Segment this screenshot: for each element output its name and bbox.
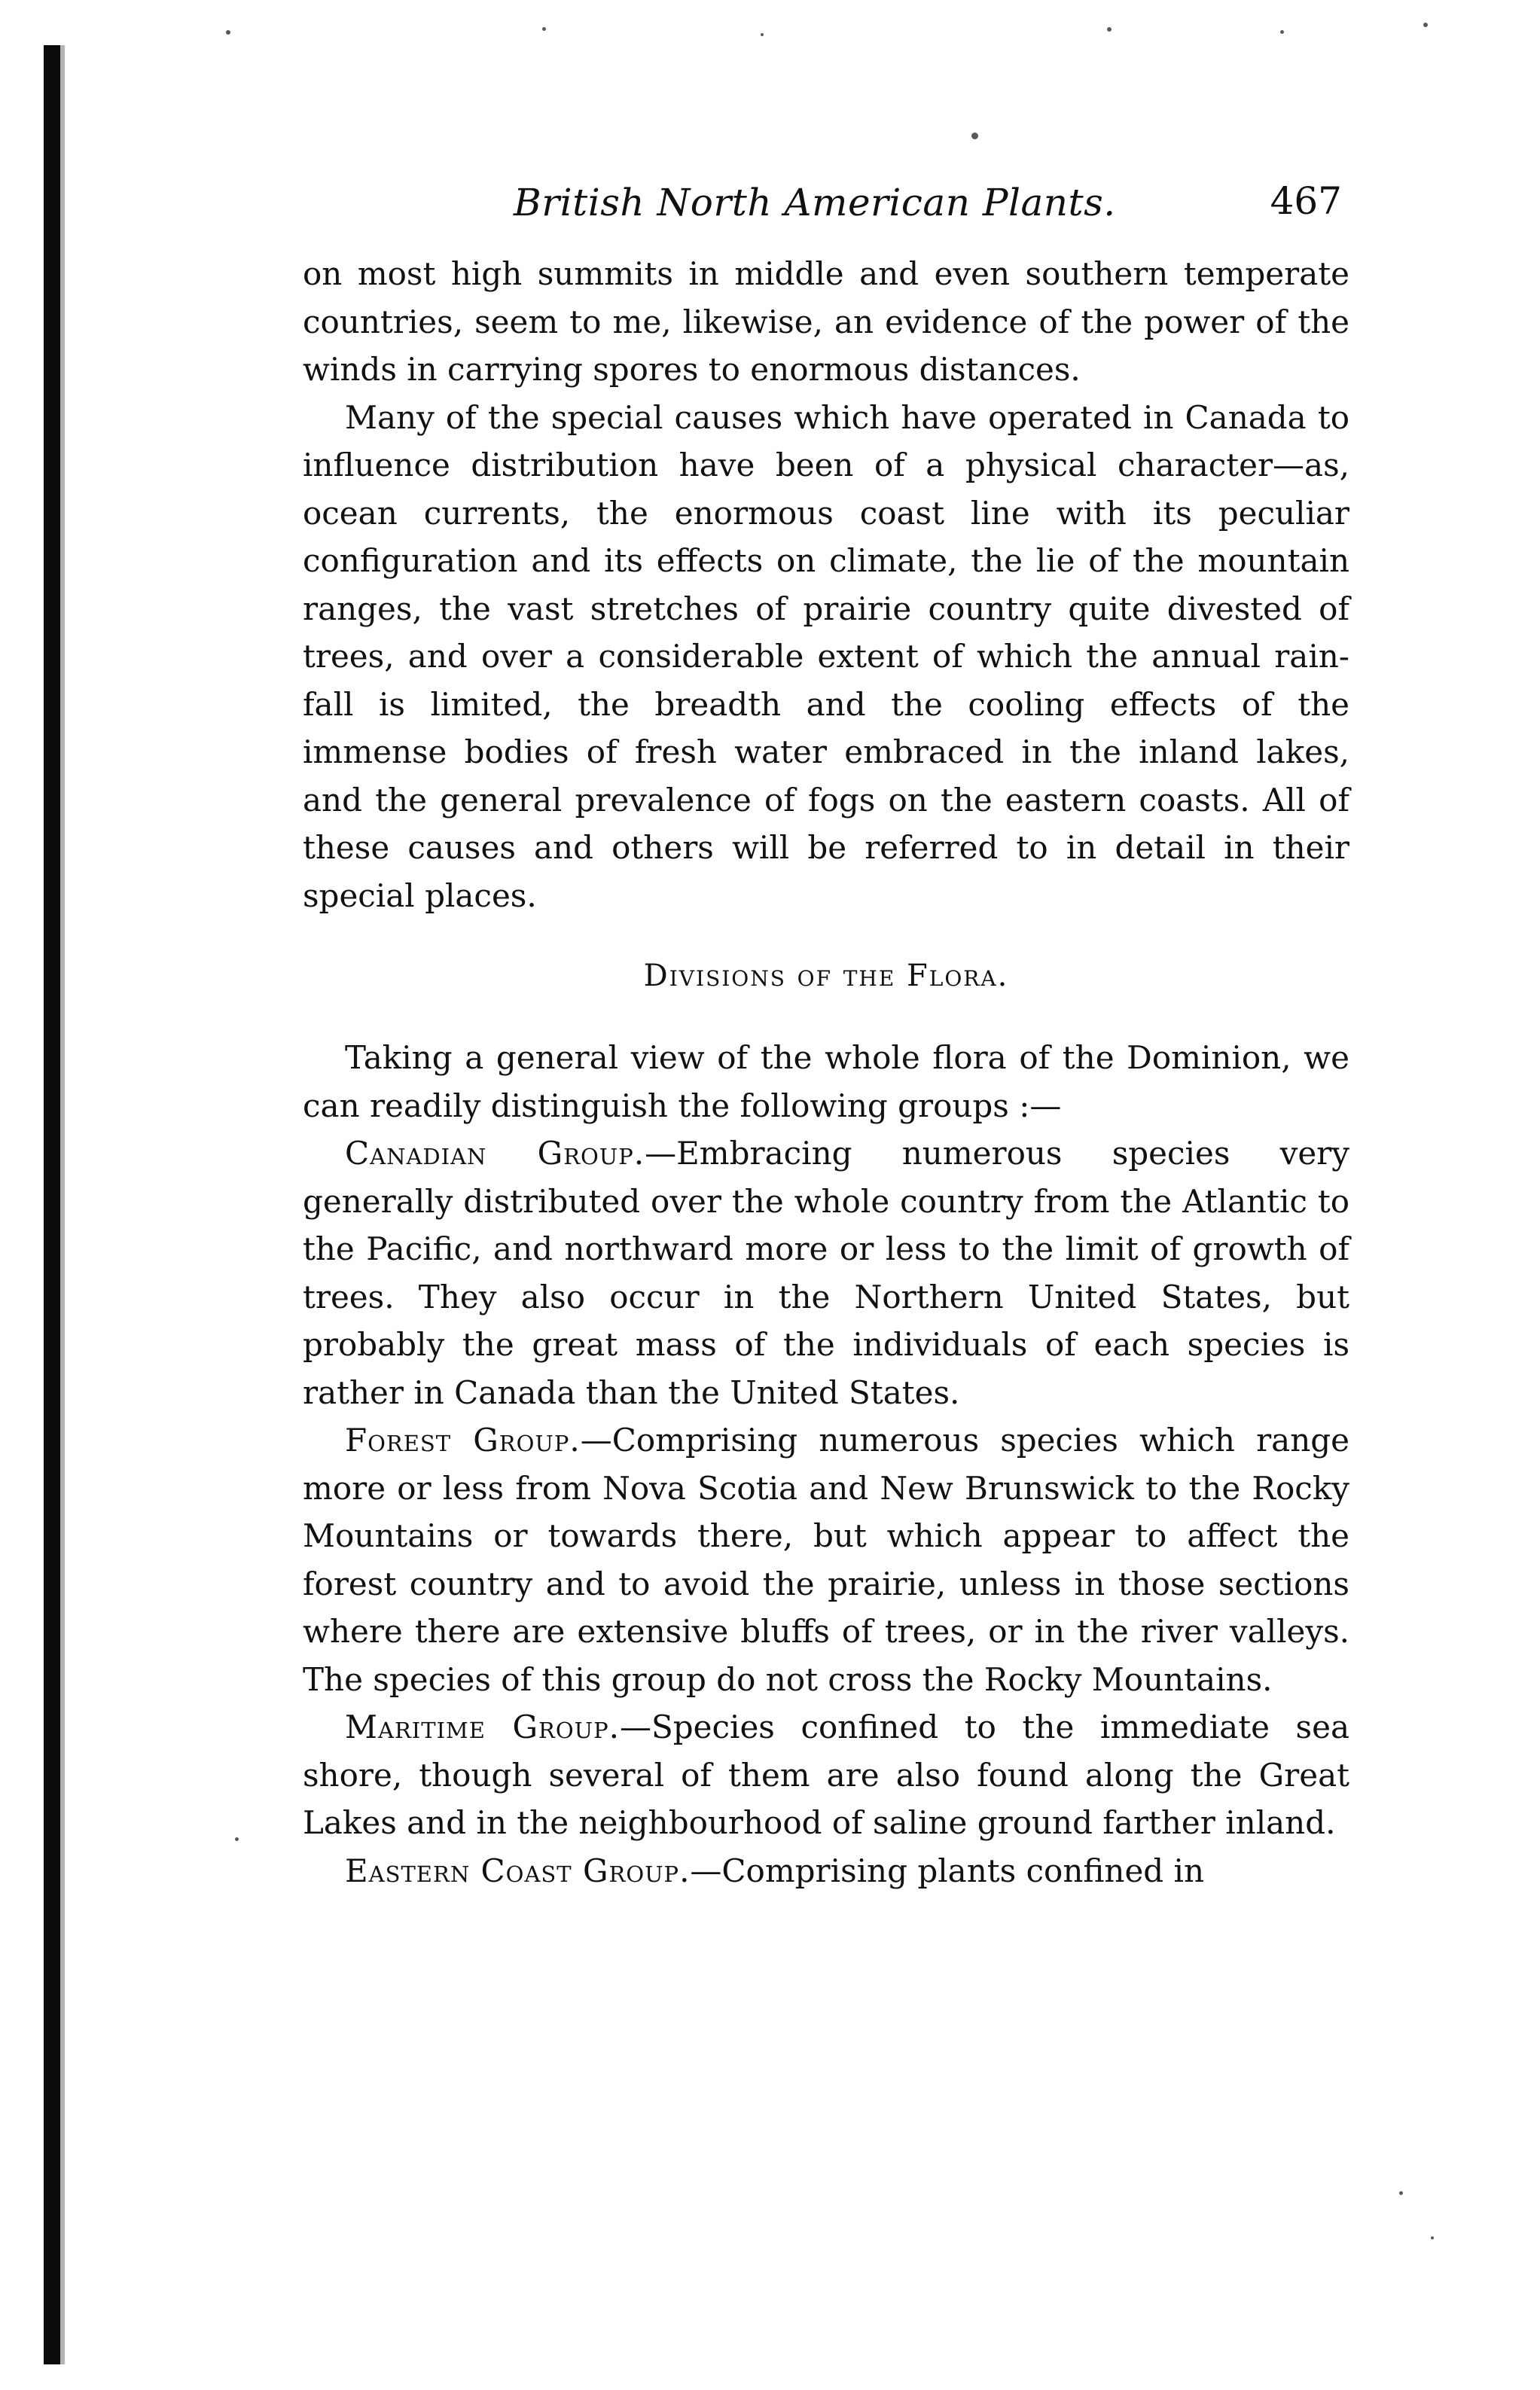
book-page bbox=[303, 172, 1349, 1895]
paragraph-physical-causes: Many of the special causes which have operated in Canada to influence distribution have been of a physical character—as, ocean currents, the enormous coast line with its peculiar configuration and its effects on climate, the lie of the mountain ranges, the vast stretches of prairie country quite divested of trees, and over a considerable extent of which the annual rain-fall is limited, the breadth and the cooling effects of the immense bodies of fresh water embraced in the inland lakes, and the general prevalence of fogs on the eastern coasts. All of these causes and others will be referred to in detail in their special places. bbox=[303, 398, 1349, 914]
running-title: British North American Plants. bbox=[514, 181, 1116, 224]
scan-speckle bbox=[226, 30, 230, 35]
page-number: 467 bbox=[1270, 179, 1342, 223]
group-description: —Species confined to the immediate sea shore, though several of them are also found along the Great Lakes and in the neighbourhood of saline ground farther inland. bbox=[303, 1709, 1349, 1841]
scan-speckle bbox=[971, 133, 978, 139]
group-paragraph-canadian bbox=[303, 1129, 1349, 1416]
scan-speckle bbox=[1107, 27, 1112, 32]
group-description: —Embracing numerous species very generally distributed over the whole country from the Atlantic to the Pacific, and northward more or less to the limit of growth of trees. They also occur in the Northern United States, but probably the great mass of the individuals of each species is rather in Canada than the United States. bbox=[303, 1135, 1349, 1411]
scan-speckle bbox=[1399, 2191, 1403, 2195]
scan-speckle bbox=[761, 33, 764, 36]
scan-speckle bbox=[235, 1837, 239, 1841]
group-paragraph-maritime bbox=[303, 1703, 1349, 1847]
page-header bbox=[303, 172, 1349, 239]
group-paragraph-eastern-coast bbox=[303, 1847, 1349, 1895]
binding-edge-soft-shadow bbox=[60, 45, 65, 2364]
scan-speckle bbox=[1280, 30, 1284, 34]
group-description: —Comprising numerous species which range more or less from Nova Scotia and New Brunswick to the Rocky Mountains or towards there, but which appear to affect the forest country and to avoid the prairie, unless in those sections where there are extensive bluffs of trees, or in the river valleys. The species of this group do not cross the Rocky Mountains. bbox=[303, 1422, 1349, 1698]
scan-speckle bbox=[542, 27, 546, 31]
group-name: Canadian Group. bbox=[345, 1135, 645, 1172]
paragraph-continued: on most high summits in middle and even southern temperate countries, seem to me, likewise, an evidence of the power of the winds in carrying spores to enormous distances. bbox=[303, 255, 1349, 388]
group-name: Forest Group. bbox=[345, 1422, 581, 1459]
paragraph-general-view: Taking a general view of the whole flora of the Dominion, we can readily distinguish the following groups :— bbox=[303, 1039, 1349, 1124]
group-description: —Comprising plants confined in bbox=[690, 1852, 1205, 1889]
group-name: Eastern Coast Group. bbox=[345, 1852, 691, 1889]
scan-speckle bbox=[1431, 2236, 1434, 2239]
group-paragraph-forest bbox=[303, 1416, 1349, 1703]
group-name: Maritime Group. bbox=[345, 1709, 620, 1745]
scan-speckle bbox=[1423, 23, 1428, 27]
section-heading: Divisions of the Flora. bbox=[643, 959, 1009, 993]
binding-edge-shadow bbox=[44, 45, 60, 2364]
